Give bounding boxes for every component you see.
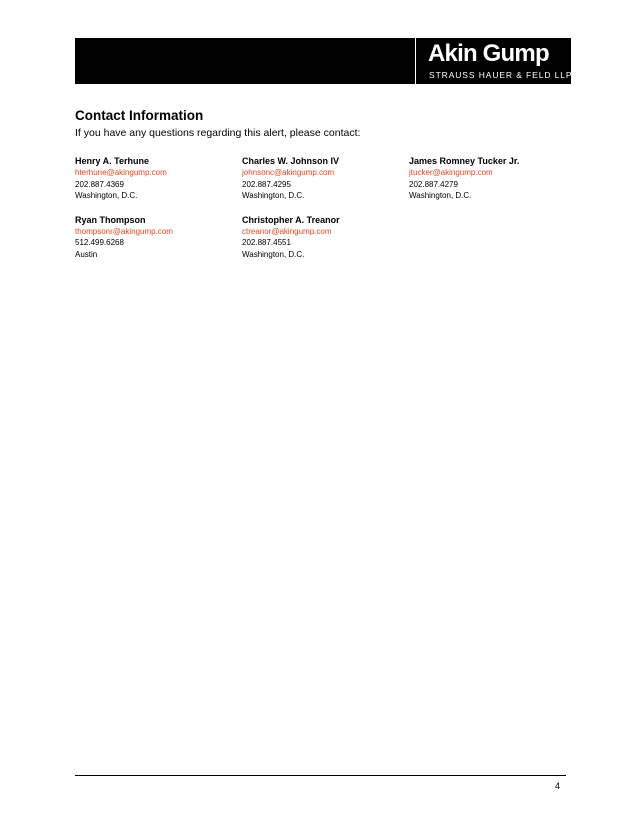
header-bar: [75, 38, 571, 84]
contact-card: [242, 155, 409, 202]
contact-location: Washington, D.C.: [409, 191, 472, 200]
contact-phone: 202.887.4279: [409, 179, 458, 189]
contact-card: [75, 155, 242, 202]
contact-card: [242, 214, 409, 261]
contact-location: Washington, D.C.: [242, 249, 305, 259]
contact-email-link[interactable]: ctreanor@akingump.com: [242, 226, 332, 236]
firm-logo-subtitle: STRAUSS HAUER & FELD LLP: [429, 70, 573, 80]
contact-name: Ryan Thompson: [75, 214, 146, 225]
footer-rule: [75, 775, 566, 776]
logo-divider: [415, 38, 416, 84]
contact-location: Washington, D.C.: [75, 191, 138, 200]
contact-name: James Romney Tucker Jr.: [409, 156, 520, 166]
contact-name: Christopher A. Treanor: [242, 214, 340, 225]
section-title: Contact Information: [75, 108, 204, 123]
contact-phone: 202.887.4295: [242, 179, 291, 189]
contact-name: Charles W. Johnson IV: [242, 156, 340, 166]
contact-email-link[interactable]: thompsonr@akingump.com: [75, 226, 173, 236]
page-number: 4: [555, 781, 561, 791]
contact-email-link[interactable]: hterhune@akingump.com: [75, 168, 167, 177]
contact-card: [409, 155, 575, 202]
contact-card: [75, 214, 242, 261]
contact-phone: 202.887.4551: [242, 238, 291, 247]
contact-name: Henry A. Terhune: [75, 156, 150, 166]
contacts-grid: [75, 155, 575, 260]
contact-location: Washington, D.C.: [242, 191, 305, 200]
contact-phone: 202.887.4369: [75, 179, 124, 189]
intro-text: If you have any questions regarding this alert, please contact:: [75, 127, 361, 139]
firm-logo: Akin Gump: [428, 40, 549, 67]
contact-phone: 512.499.6268: [75, 238, 124, 247]
contact-email-link[interactable]: jtucker@akingump.com: [409, 168, 493, 177]
contact-location: Austin: [75, 249, 98, 259]
contact-email-link[interactable]: johnsonc@akingump.com: [242, 168, 335, 177]
